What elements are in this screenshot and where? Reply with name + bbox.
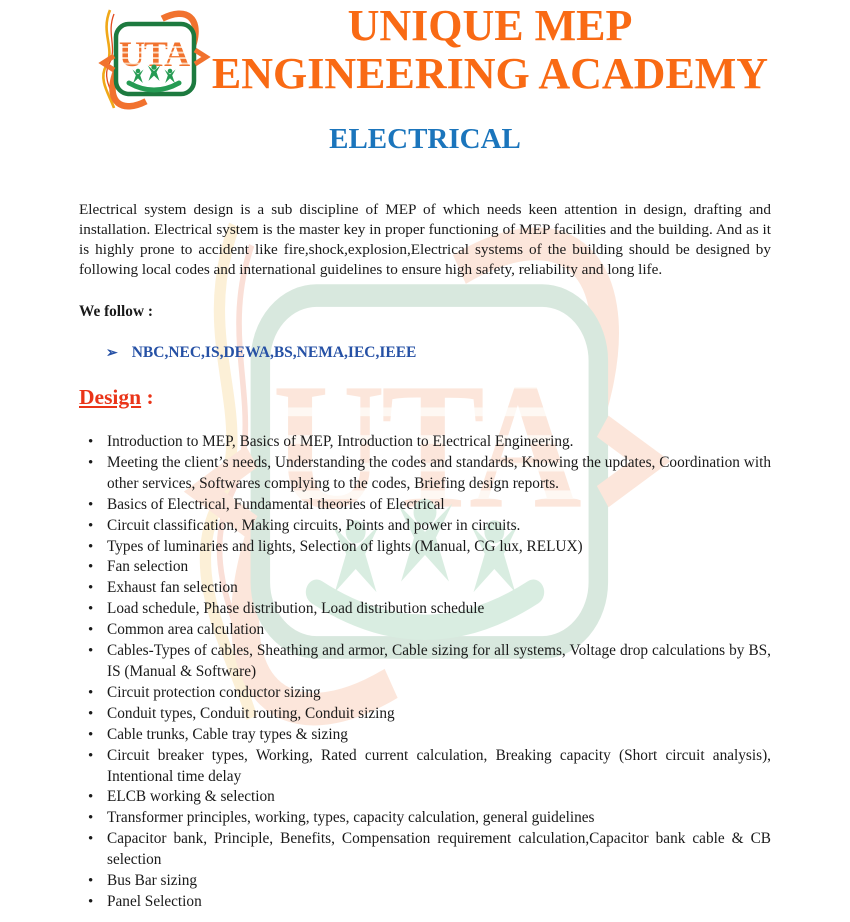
design-topic-item — [79, 557, 771, 578]
design-topic-item — [79, 683, 771, 704]
standards-list: NBC,NEC,IS,DEWA,BS,NEMA,IEC,IEEE — [131, 344, 417, 361]
design-topic-item — [79, 871, 771, 892]
intro-paragraph: Electrical system design is a sub discipline of MEP of which needs keen attention in design, drafting and installation. Electrical system is the master key in proper functioning of MEP facilities and the building. And as it is highly prone to accident like fire,shock,explosion,Electrical systems of the building should be designed by following local codes and international guidelines to ensure high safety, reliability and long life. — [79, 201, 771, 278]
design-topic-text: Fan selection — [107, 558, 189, 576]
design-topic-text: Cable trunks, Cable tray types & sizing — [107, 725, 348, 743]
bullet-icon: • — [88, 726, 94, 743]
standards-line — [79, 343, 771, 364]
we-follow-label: We follow : — [79, 303, 153, 320]
bullet-icon: • — [88, 893, 94, 910]
design-topic-text: Meeting the client’s needs, Understanding the codes and standards, Knowing the updates, Coordination with other services, Softwares complying to the codes, Briefing design reports. — [107, 453, 771, 492]
arrow-bullet-icon: ➢ — [106, 346, 118, 361]
bullet-icon: • — [88, 873, 94, 890]
design-topic-item — [79, 746, 771, 788]
document-body — [79, 200, 771, 913]
design-topic-item — [79, 495, 771, 516]
design-topics-list — [79, 432, 771, 913]
design-topic-text: Introduction to MEP, Basics of MEP, Introduction to Electrical Engineering. — [107, 433, 574, 450]
design-topic-item — [79, 704, 771, 725]
academy-logo-icon — [94, 4, 214, 116]
design-topic-text: Types of luminaries and lights, Selection of lights (Manual, CG lux, RELUX) — [107, 537, 583, 555]
design-topic-item — [79, 453, 771, 495]
design-topic-text: Circuit protection conductor sizing — [107, 683, 321, 701]
bullet-icon: • — [88, 580, 94, 597]
design-topic-text: Common area calculation — [107, 621, 265, 639]
design-topic-item — [79, 620, 771, 641]
design-topic-text: Circuit breaker types, Working, Rated current calculation, Breaking capacity (Short circuit analysis), Intentional time delay — [107, 746, 771, 785]
design-topic-text: Basics of Electrical, Fundamental theories of Electrical — [107, 495, 445, 513]
academy-title — [130, 2, 850, 98]
design-topic-text: Cables-Types of cables, Sheathing and armor, Cable sizing for all systems, Voltage drop calculations by BS, IS (Manual & Software) — [107, 642, 771, 680]
design-topic-item — [79, 599, 771, 620]
design-topic-item — [79, 641, 771, 683]
design-topic-item — [79, 725, 771, 746]
academy-title-line2: ENGINEERING ACADEMY — [211, 49, 769, 98]
design-topic-item — [79, 787, 771, 808]
bullet-icon: • — [88, 643, 94, 660]
bullet-icon: • — [88, 454, 94, 471]
bullet-icon: • — [88, 684, 94, 701]
design-topic-item — [79, 829, 771, 871]
design-topic-text: Exhaust fan selection — [107, 579, 238, 597]
design-topic-text: Panel Selection — [107, 892, 202, 910]
bullet-icon: • — [88, 434, 94, 450]
design-topic-text: Capacitor bank, Principle, Benefits, Compensation requirement calculation,Capacitor bank cable & CB selection — [107, 830, 771, 869]
design-topic-item — [79, 516, 771, 537]
bullet-icon: • — [88, 622, 94, 639]
design-topic-item — [79, 578, 771, 599]
design-topic-text: Conduit types, Conduit routing, Conduit sizing — [107, 704, 395, 722]
design-topic-item — [79, 537, 771, 558]
bullet-icon: • — [88, 789, 94, 806]
bullet-icon: • — [88, 747, 94, 764]
bullet-icon: • — [88, 559, 94, 576]
design-topic-item — [79, 892, 771, 913]
design-topic-text: Load schedule, Phase distribution, Load distribution schedule — [107, 600, 485, 618]
bullet-icon: • — [88, 831, 94, 848]
design-heading-colon: : — [141, 385, 154, 409]
page-title: ELECTRICAL — [329, 123, 521, 155]
design-topic-text: Transformer principles, working, types, capacity calculation, general guidelines — [107, 809, 595, 827]
design-topic-item — [79, 808, 771, 829]
bullet-icon: • — [88, 601, 94, 618]
bullet-icon: • — [88, 705, 94, 722]
bullet-icon: • — [88, 517, 94, 534]
design-heading — [79, 384, 771, 410]
design-topic-text: ELCB working & selection — [107, 788, 275, 806]
design-topic-text: Circuit classification, Making circuits, Points and power in circuits. — [107, 516, 521, 534]
bullet-icon: • — [88, 810, 94, 827]
design-topic-text: Bus Bar sizing — [107, 872, 198, 890]
design-topic-item — [79, 432, 771, 453]
bullet-icon: • — [88, 538, 94, 555]
bullet-icon: • — [88, 496, 94, 513]
academy-title-line1: UNIQUE MEP — [347, 1, 633, 50]
design-heading-word: Design — [79, 385, 142, 409]
